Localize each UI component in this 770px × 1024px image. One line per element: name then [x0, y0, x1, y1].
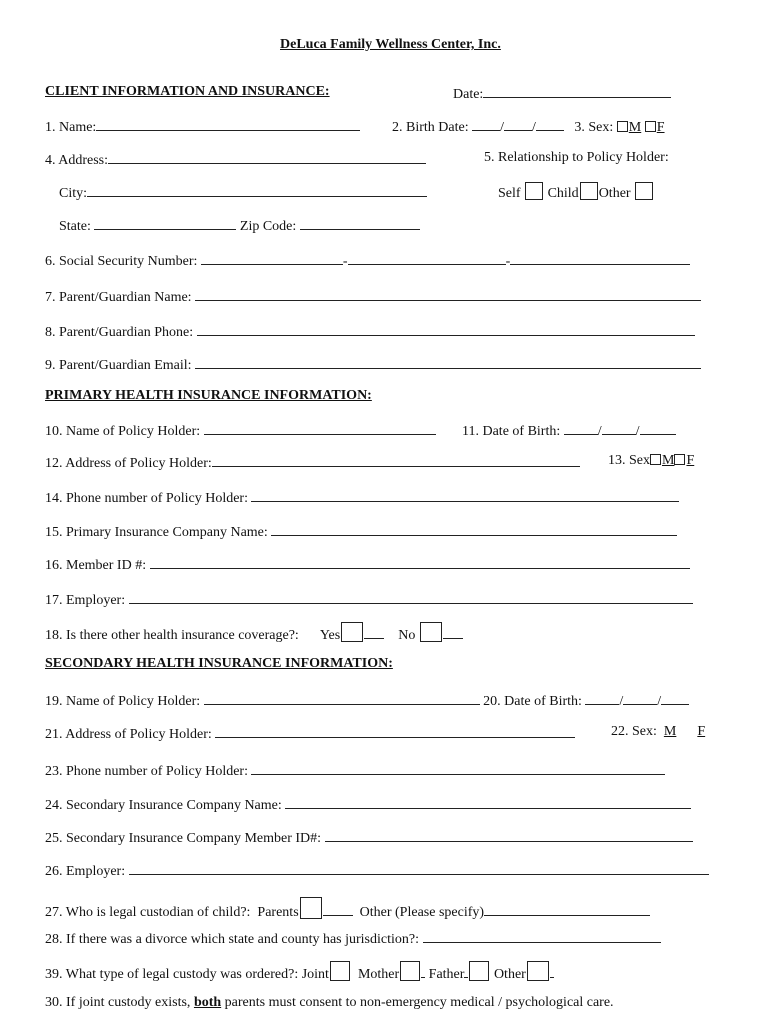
custody-mother-label: Mother — [357, 967, 400, 982]
state-label: State: — [59, 219, 91, 234]
relationship-label: 5. Relationship to Policy Holder: — [484, 150, 669, 165]
other-label: Other — [598, 186, 631, 201]
custody-other-line — [550, 964, 554, 978]
primary-sex-label: 13. Sex — [608, 453, 650, 468]
guardian-email-label: 9. Parent/Guardian Email: — [45, 358, 192, 373]
relationship-row — [498, 182, 654, 202]
name-row — [45, 117, 360, 136]
custody-other-label: Other — [493, 967, 526, 982]
secondary-company-field[interactable] — [285, 795, 691, 809]
secondary-holder-label: 19. Name of Policy Holder: — [45, 694, 201, 709]
date-label: Date: — [453, 87, 484, 102]
zip-label: Zip Code: — [239, 219, 297, 234]
secondary-dob-day-field[interactable] — [623, 691, 657, 705]
primary-company-row — [45, 522, 677, 541]
birth-year-field[interactable] — [536, 117, 564, 131]
secondary-address-label: 21. Address of Policy Holder: — [45, 727, 212, 742]
coverage-yes-label: Yes — [319, 628, 341, 643]
sex-m-label: M — [628, 120, 642, 135]
ssn-label: 6. Social Security Number: — [45, 254, 198, 269]
secondary-dob-month-field[interactable] — [585, 691, 619, 705]
custody-father-label: Father — [428, 967, 465, 982]
primary-phone-label: 14. Phone number of Policy Holder: — [45, 491, 248, 506]
address-row — [45, 150, 426, 169]
custody-father-checkbox[interactable] — [469, 961, 489, 981]
secondary-holder-row: 19. Name of Policy Holder: 20. Date of Birth: / / — [45, 691, 689, 710]
guardian-phone-row — [45, 322, 695, 341]
child-checkbox[interactable] — [580, 182, 598, 200]
primary-holder-label: 10. Name of Policy Holder: — [45, 424, 201, 439]
name-label: 1. Name: — [45, 120, 97, 135]
secondary-employer-field[interactable] — [129, 861, 709, 875]
primary-holder-field[interactable] — [204, 421, 436, 435]
primary-sex-m-label: M — [662, 453, 675, 468]
secondary-dob-label: 20. Date of Birth: — [483, 694, 582, 709]
guardian-phone-label: 8. Parent/Guardian Phone: — [45, 325, 194, 340]
custodian-parents-checkbox[interactable] — [300, 897, 322, 919]
primary-employer-row — [45, 590, 693, 609]
coverage-no-checkbox[interactable] — [420, 622, 442, 642]
secondary-section-header: SECONDARY HEALTH INSURANCE INFORMATION: — [45, 656, 393, 671]
primary-employer-label: 17. Employer: — [45, 593, 126, 608]
secondary-sex-f[interactable]: F — [697, 724, 706, 739]
primary-company-label: 15. Primary Insurance Company Name: — [45, 525, 268, 540]
secondary-company-row — [45, 795, 691, 814]
other-checkbox[interactable] — [635, 182, 653, 200]
date-field[interactable] — [483, 84, 671, 98]
primary-sex-m-checkbox[interactable] — [650, 454, 661, 465]
primary-member-row — [45, 555, 690, 574]
ssn-part3-field[interactable] — [510, 251, 690, 265]
child-label: Child — [547, 186, 579, 201]
guardian-name-label: 7. Parent/Guardian Name: — [45, 290, 192, 305]
custodian-row — [45, 897, 650, 921]
guardian-email-row — [45, 355, 701, 374]
address-label: 4. Address: — [45, 153, 108, 168]
primary-address-row — [45, 453, 580, 472]
ssn-row: 6. Social Security Number: - - — [45, 251, 690, 270]
custody-mother-checkbox[interactable] — [400, 961, 420, 981]
secondary-address-row — [45, 724, 575, 743]
custodian-other-label: Other (Please specify) — [359, 905, 485, 920]
joint-note-both: both — [193, 995, 222, 1010]
custodian-label: 27. Who is legal custodian of child?: — [45, 905, 251, 920]
primary-address-label: 12. Address of Policy Holder: — [45, 456, 212, 471]
joint-note-pre: 30. If joint custody exists, — [45, 995, 191, 1010]
joint-custody-note — [45, 995, 614, 1011]
primary-dob-day-field[interactable] — [602, 421, 636, 435]
birth-month-field[interactable] — [472, 117, 500, 131]
primary-dob-label: 11. Date of Birth: — [462, 424, 561, 439]
primary-member-label: 16. Member ID #: — [45, 558, 147, 573]
custodian-other-field[interactable] — [484, 902, 650, 916]
self-label: Self — [498, 186, 521, 201]
jurisdiction-label: 28. If there was a divorce which state and county has jurisdiction?: — [45, 932, 419, 947]
zip-field[interactable] — [300, 216, 420, 230]
primary-sex-f-label: F — [686, 453, 695, 468]
secondary-employer-label: 26. Employer: — [45, 864, 126, 879]
primary-section-header: PRIMARY HEALTH INSURANCE INFORMATION: — [45, 388, 372, 403]
secondary-dob-year-field[interactable] — [661, 691, 689, 705]
city-row — [59, 183, 427, 202]
secondary-sex-label: 22. Sex: — [611, 724, 657, 739]
secondary-holder-field[interactable] — [204, 691, 480, 705]
custody-father-line — [464, 964, 468, 978]
jurisdiction-row — [45, 929, 661, 948]
city-field[interactable] — [87, 183, 427, 197]
guardian-email-field[interactable] — [195, 355, 701, 369]
primary-company-field[interactable] — [271, 522, 677, 536]
secondary-member-field[interactable] — [325, 828, 693, 842]
secondary-member-label: 25. Secondary Insurance Company Member ID#: — [45, 831, 322, 846]
self-checkbox[interactable] — [525, 182, 543, 200]
primary-employer-field[interactable] — [129, 590, 693, 604]
custody-joint-label: Joint — [301, 967, 329, 982]
client-section-header: CLIENT INFORMATION AND INSURANCE: — [45, 84, 330, 99]
coverage-no-line — [443, 625, 463, 639]
sex-f-label: F — [656, 120, 665, 135]
coverage-yes-line — [364, 625, 384, 639]
secondary-address-field[interactable] — [215, 724, 575, 738]
primary-dob-year-field[interactable] — [640, 421, 676, 435]
secondary-phone-label: 23. Phone number of Policy Holder: — [45, 764, 248, 779]
guardian-phone-field[interactable] — [197, 322, 695, 336]
coverage-yes-checkbox[interactable] — [341, 622, 363, 642]
custodian-parents-label: Parents — [257, 905, 299, 920]
city-label: City: — [59, 186, 88, 201]
coverage-no-label: No — [398, 628, 416, 643]
secondary-sex-m[interactable]: M — [663, 724, 677, 739]
name-field[interactable] — [96, 117, 360, 131]
secondary-phone-field[interactable] — [251, 761, 665, 775]
guardian-name-field[interactable] — [195, 287, 701, 301]
custody-joint-checkbox[interactable] — [330, 961, 350, 981]
custody-mother-line — [421, 964, 425, 978]
secondary-employer-row — [45, 861, 709, 880]
secondary-member-row — [45, 828, 693, 847]
ssn-part2-field[interactable] — [348, 251, 506, 265]
state-field[interactable] — [94, 216, 236, 230]
custody-type-row — [45, 961, 554, 983]
birth-sex-row: 2. Birth Date: / / 3. Sex: M F — [392, 117, 665, 136]
address-field[interactable] — [108, 150, 426, 164]
other-coverage-label: 18. Is there other health insurance coverage?: — [45, 628, 299, 643]
primary-sex-row — [608, 453, 694, 469]
page-title: DeLuca Family Wellness Center, Inc. — [280, 37, 501, 52]
custody-other-checkbox[interactable] — [527, 961, 549, 981]
other-coverage-row — [45, 622, 463, 644]
primary-holder-row — [45, 421, 436, 440]
birth-date-label: 2. Birth Date: — [392, 120, 469, 135]
date-row — [453, 84, 671, 103]
secondary-sex-row — [611, 724, 705, 740]
secondary-phone-row — [45, 761, 665, 780]
birth-day-field[interactable] — [504, 117, 532, 131]
joint-note-post: parents must consent to non-emergency medical / psychological care. — [224, 995, 614, 1010]
primary-dob-row: 11. Date of Birth: / / — [462, 421, 676, 440]
secondary-company-label: 24. Secondary Insurance Company Name: — [45, 798, 282, 813]
primary-address-field[interactable] — [212, 453, 580, 467]
primary-dob-month-field[interactable] — [564, 421, 598, 435]
primary-phone-row — [45, 488, 679, 507]
ssn-part1-field[interactable] — [201, 251, 343, 265]
primary-phone-field[interactable] — [251, 488, 679, 502]
custody-type-label: 39. What type of legal custody was ordered?: — [45, 967, 299, 982]
custodian-parents-line — [323, 902, 353, 916]
primary-member-field[interactable] — [150, 555, 690, 569]
primary-sex-f-checkbox[interactable] — [674, 454, 685, 465]
jurisdiction-field[interactable] — [423, 929, 661, 943]
sex-m-checkbox[interactable] — [617, 121, 628, 132]
state-zip-row — [59, 216, 420, 235]
sex-label: 3. Sex: — [574, 120, 614, 135]
guardian-name-row — [45, 287, 701, 306]
sex-f-checkbox[interactable] — [645, 121, 656, 132]
